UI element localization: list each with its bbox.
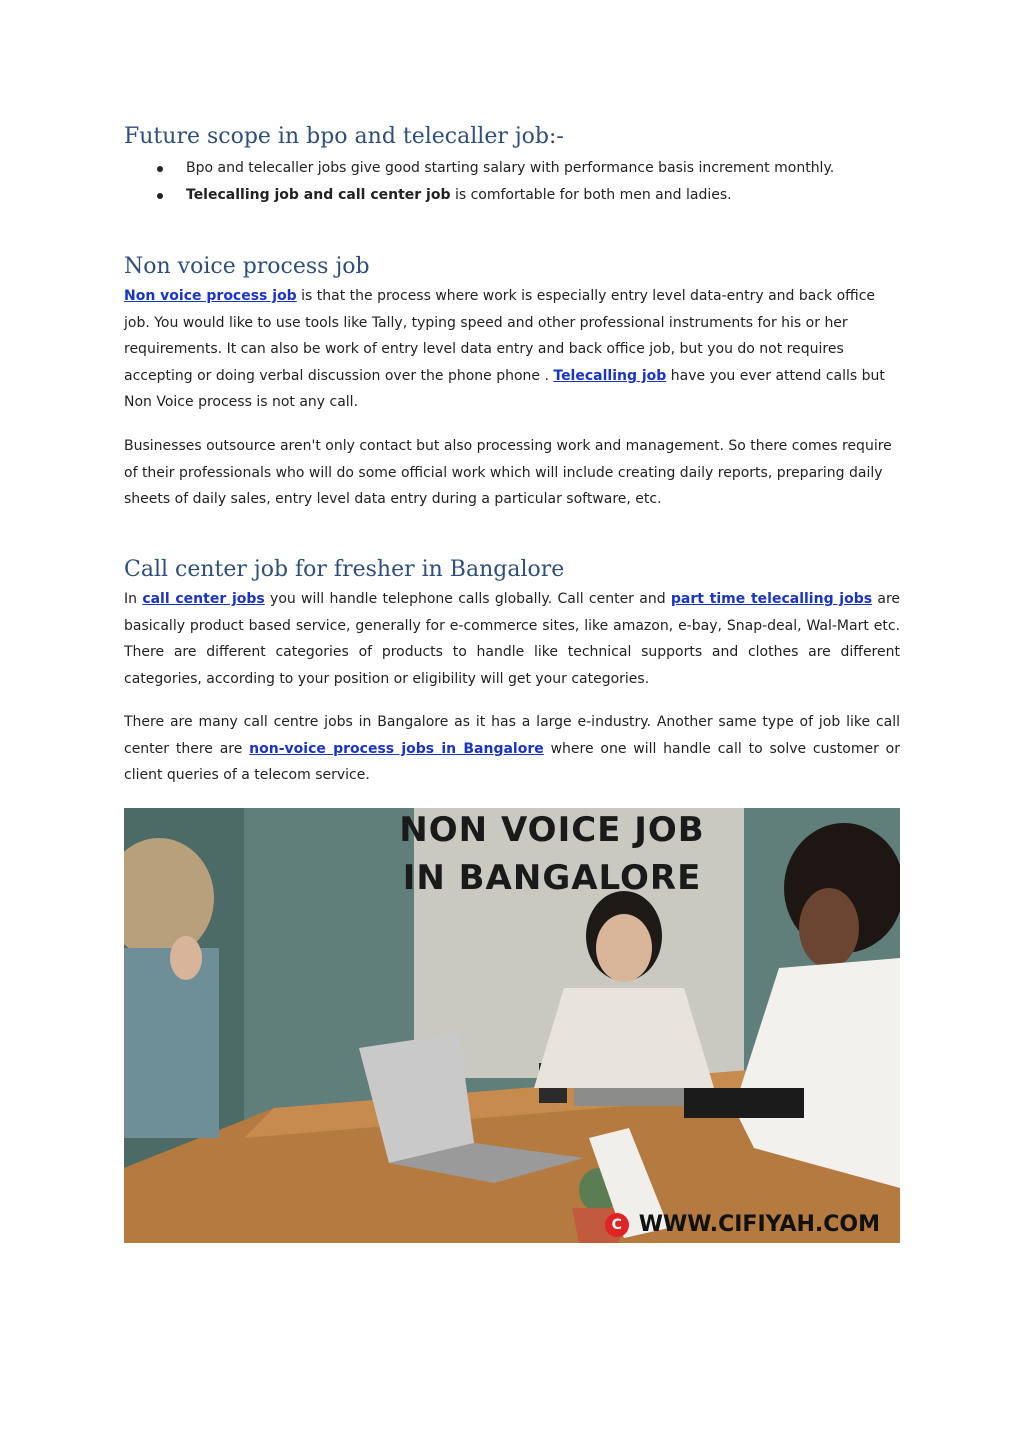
non-voice-heading: Non voice process job: [124, 254, 370, 279]
banner-line-2: IN BANGALORE: [402, 858, 702, 898]
person-left-shirt: [124, 948, 219, 1138]
banner-line-1: NON VOICE JOB: [399, 810, 705, 850]
telecalling-job-link[interactable]: Telecalling job: [553, 367, 667, 384]
paragraph-text: There are many call centre jobs in Bangalore as it has a large e-industry. Another same type of job like call center there are: [124, 714, 900, 757]
folder: [684, 1088, 804, 1118]
bullet-icon: [157, 193, 163, 199]
call-center-paragraph-1: [124, 586, 900, 692]
bullet-text: Bpo and telecaller jobs give good starting salary with performance basis increment monthly.: [186, 160, 835, 176]
paragraph-text: are basically product based service, generally for e-commerce sites, like amazon, e-bay, Snap-deal, Wal-Mart etc. There are different categories of products to handle like technical supports and clothes are different categories, according to your position or eligibility will get your categories.: [124, 591, 901, 687]
paragraph-text: you will handle telephone calls globally. Call center and: [264, 591, 671, 607]
future-scope-heading: Future scope in bpo and telecaller job:-: [124, 124, 564, 149]
website-url: WWW.CIFIYAH.COM: [638, 1212, 880, 1237]
call-center-jobs-link[interactable]: call center jobs: [142, 591, 265, 607]
person-right-face: [799, 888, 859, 968]
website-watermark: [605, 1212, 880, 1237]
future-scope-list: [124, 155, 900, 209]
bullet-icon: [157, 166, 163, 172]
office-meeting-photo: [124, 808, 900, 1243]
paragraph-text: In: [124, 591, 143, 607]
cifiyah-logo-icon: C: [605, 1213, 629, 1237]
person-left-hand: [170, 936, 202, 980]
list-item: [124, 155, 900, 182]
non-voice-paragraph-1: [124, 283, 900, 416]
call-center-paragraph-2: [124, 709, 900, 789]
non-voice-paragraph-2: Businesses outsource aren't only contact but also processing work and management. So there comes require of their professionals who will do some official work which will include creating daily reports, preparing daily sheets of daily sales, entry level data entry during a particular software, etc.: [124, 438, 892, 508]
paragraph-text: where one will handle call to solve customer or client queries of a telecom service.: [124, 740, 900, 784]
part-time-telecalling-jobs-link[interactable]: part time telecalling jobs: [670, 591, 873, 607]
woman-shirt: [534, 988, 714, 1088]
bullet-text: is comfortable for both men and ladies.: [450, 187, 732, 203]
paragraph-text: is that the process where work is especially entry level data-entry and back office job. You would like to use tools like Tally, typing speed and other professional instruments for his or her requirements. It can also be work of entry level data entry and back office job, but you do not requires accepting or doing verbal discussion over the phone phone .: [124, 288, 876, 384]
non-voice-process-job-link[interactable]: Non voice process job: [124, 288, 297, 304]
non-voice-process-jobs-bangalore-link[interactable]: non-voice process jobs in Bangalore: [249, 740, 544, 757]
paragraph-text: have you ever attend calls but Non Voice process is not any call.: [124, 367, 885, 411]
call-center-heading: Call center job for fresher in Bangalore: [124, 557, 565, 582]
bullet-bold-text: Telecalling job and call center job: [186, 187, 451, 203]
woman-face: [596, 914, 652, 982]
list-item: [124, 182, 900, 209]
